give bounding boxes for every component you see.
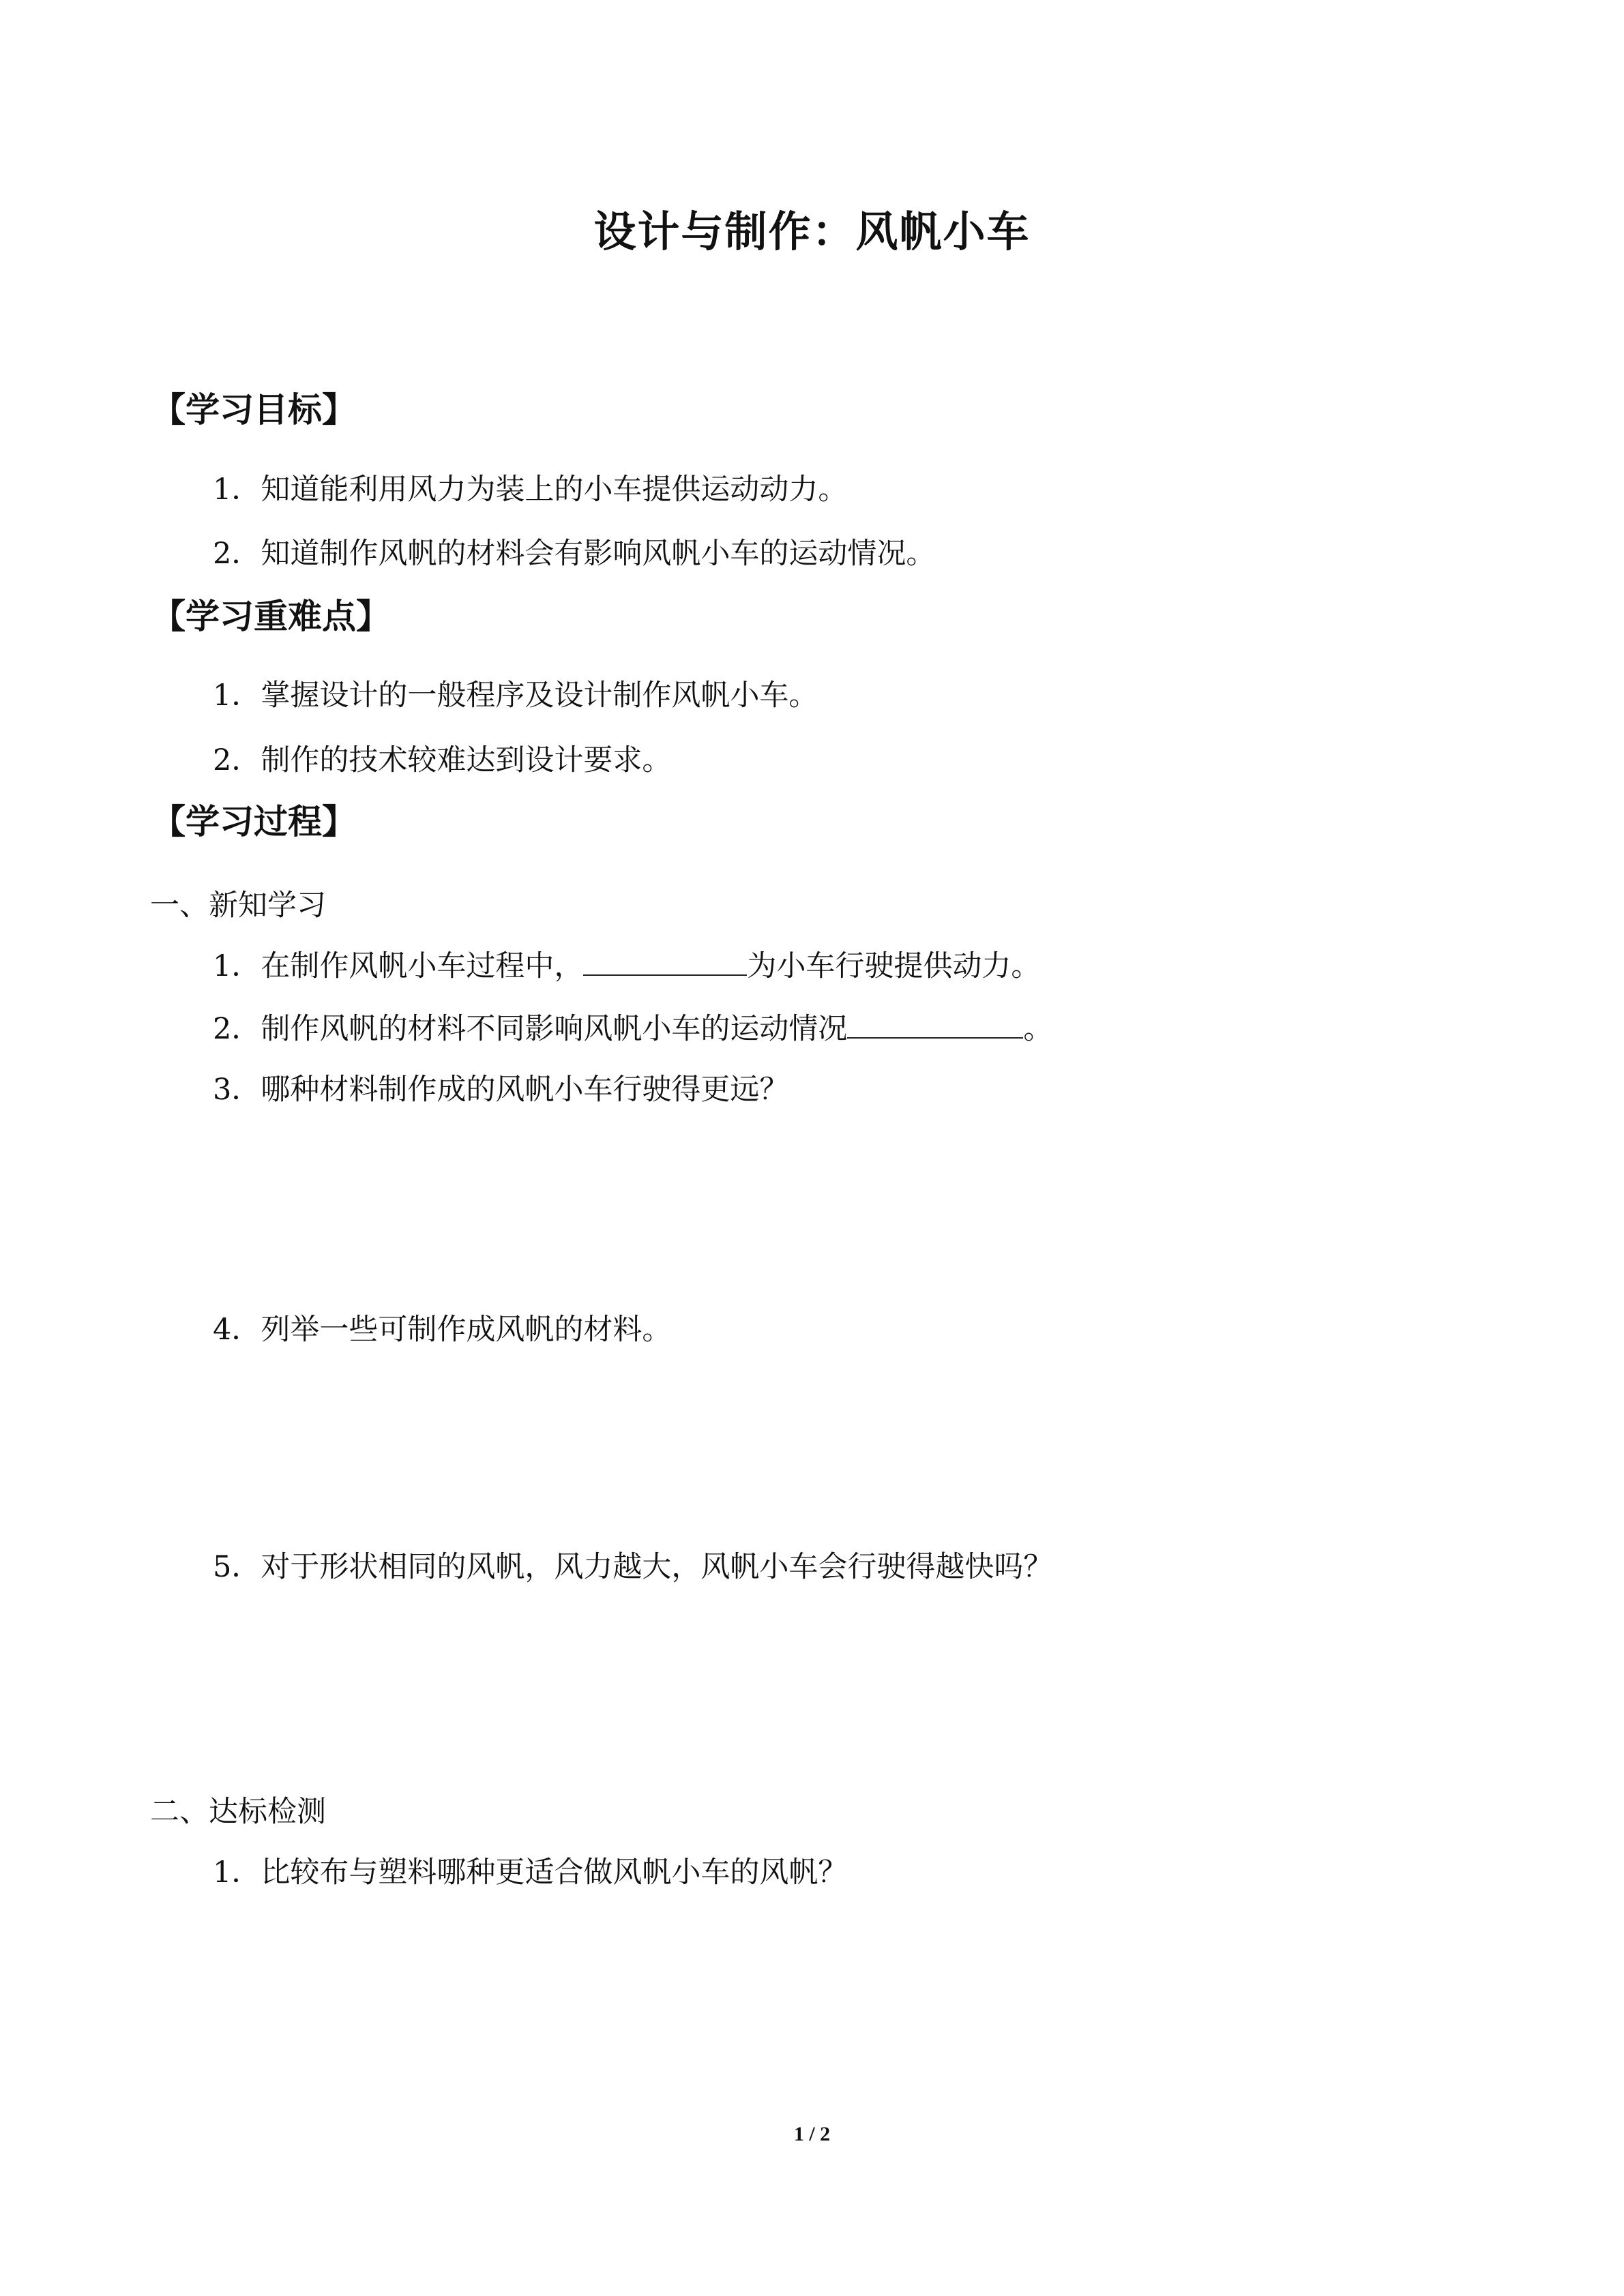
assessment-heading: 二、达标检测 (150, 1795, 326, 1829)
key-point-item-2: 2．制作的技术较难达到设计要求。 (213, 743, 672, 777)
objective-item-2: 2．知道制作风帆的材料会有影响风帆小车的运动情况。 (213, 537, 936, 571)
page-number: 1 / 2 (793, 2123, 831, 2145)
objective-item-1: 1．知道能利用风力为装上的小车提供运动动力。 (213, 473, 848, 507)
question-2-text-before: 2．制作风帆的材料不同影响风帆小车的运动情况 (213, 1012, 848, 1046)
question-1-text-before: 1．在制作风帆小车过程中， (213, 949, 584, 983)
objectives-heading: 【学习目标】 (151, 390, 356, 430)
question-1-text-after: 为小车行驶提供动力。 (747, 949, 1041, 983)
assessment-question-1: 1．比较布与塑料哪种更适合做风帆小车的风帆？ (213, 1855, 848, 1890)
question-4: 4．列举一些可制作成风帆的材料。 (213, 1313, 672, 1347)
key-point-item-1: 1．掌握设计的一般程序及设计制作风帆小车。 (213, 679, 818, 713)
process-heading: 【学习过程】 (151, 802, 356, 841)
page-title: 设计与制作：风帆小车 (593, 207, 1031, 256)
question-2-text-after: 。 (1023, 1012, 1053, 1046)
key-points-heading: 【学习重难点】 (151, 597, 390, 636)
question-2 (213, 1007, 1052, 1049)
question-1 (213, 944, 1040, 987)
question-5: 5．对于形状相同的风帆，风力越大，风帆小车会行驶得越快吗？ (213, 1550, 1053, 1584)
new-knowledge-heading: 一、新知学习 (150, 889, 326, 923)
question-2-answer-blank[interactable] (847, 1007, 1023, 1039)
question-1-answer-blank[interactable] (583, 944, 747, 976)
question-3: 3．哪种材料制作成的风帆小车行驶得更远？ (213, 1073, 789, 1107)
